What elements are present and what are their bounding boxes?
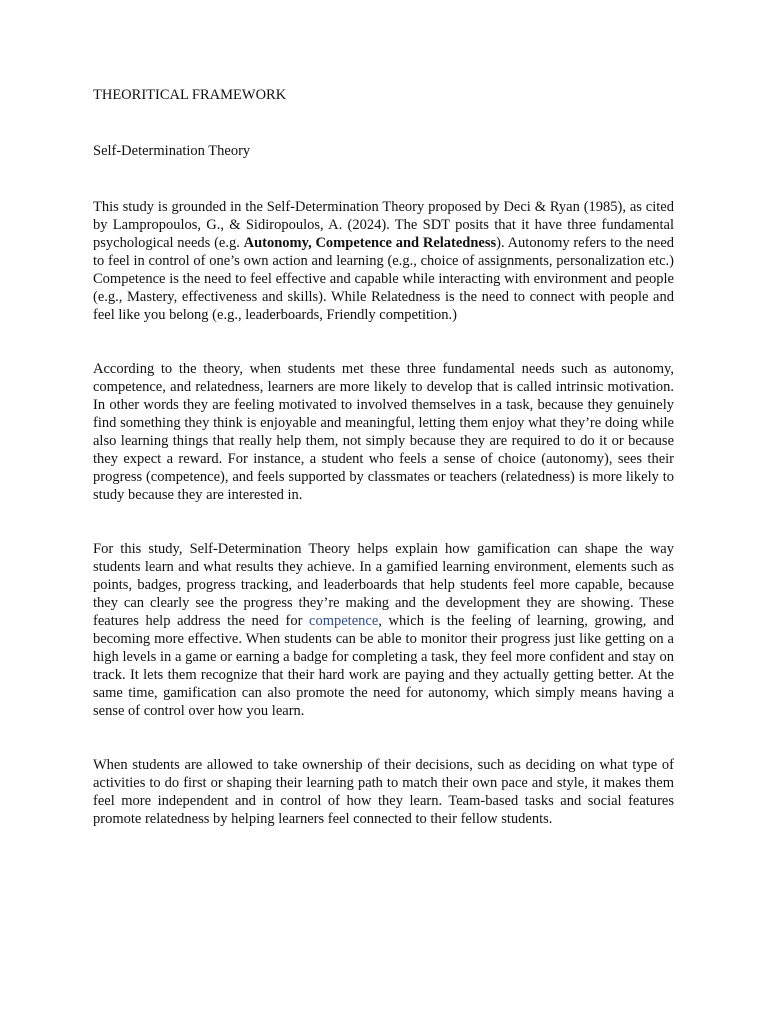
section-subheading: Self-Determination Theory xyxy=(93,143,251,159)
document-page xyxy=(93,86,674,828)
paragraph-1-text-a: This study is grounded in the Self-Determination Theory proposed by Deci & Ryan (1985), as cited by Lampropoulos, G., & Sidiropoulos, A. (2024). The SDT posits that it have three fundamental psychological needs (e.g. xyxy=(93,199,674,251)
paragraph-3-text-a: For this study, Self-Determination Theory helps explain how gamification can shape the way students learn and what results they achieve. In a gamified learning environment, elements such as points, badges, progress tracking, and leaderboards that help students feel more capable, because they can clearly see the progress they’re making and the development they are showing. These features help address the need for xyxy=(93,541,674,629)
paragraph-1 xyxy=(93,198,674,324)
paragraph-2: According to the theory, when students met these three fundamental needs such as autonomy, competence, and relatedness, learners are more likely to develop that is called intrinsic motivation. In other words they are feeling motivated to involved themselves in a task, because they genuinely find something they think is enjoyable and meaningful, letting them enjoy what they’re doing while also learning things that really help them, not simply because they are required to do it or because they expect a reward. For instance, a student who feels a sense of choice (autonomy), sees their progress (competence), and feels supported by classmates or teachers (relatedness) is more likely to study because they are interested in. xyxy=(93,361,674,503)
paragraph-3 xyxy=(93,540,674,720)
competence-link[interactable]: competence xyxy=(309,613,379,629)
paragraph-1-bold-needs: Autonomy, Competence and Relatedness xyxy=(243,235,497,251)
document-heading: THEORITICAL FRAMEWORK xyxy=(93,87,287,103)
paragraph-1-text-b: ). Autonomy refers to the need to feel in control of one’s own action and learning (e.g., choice of assignments, personalization etc.) Competence is the need to feel effective and capable while interacting with environment and people (e.g., Mastery, effectiveness and skills). While Relatedness is the need to connect with people and feel like you belong (e.g., leaderboards, Friendly competition.) xyxy=(93,235,675,323)
paragraph-4: When students are allowed to take ownership of their decisions, such as deciding on what type of activities to do first or shaping their learning path to match their own pace and style, it makes them feel more independent and in control of how they learn. Team-based tasks and social features promote relatedness by helping learners feel connected to their fellow students. xyxy=(93,757,674,827)
paragraph-3-text-b: , which is the feeling of learning, growing, and becoming more effective. When students can be able to monitor their progress just like getting on a high levels in a game or earning a badge for completing a task, they feel more confident and stay on track. It lets them recognize that their hard work are paying and they actually getting better. At the same time, gamification can also promote the need for autonomy, which simply means having a sense of control over how you learn. xyxy=(93,613,674,719)
